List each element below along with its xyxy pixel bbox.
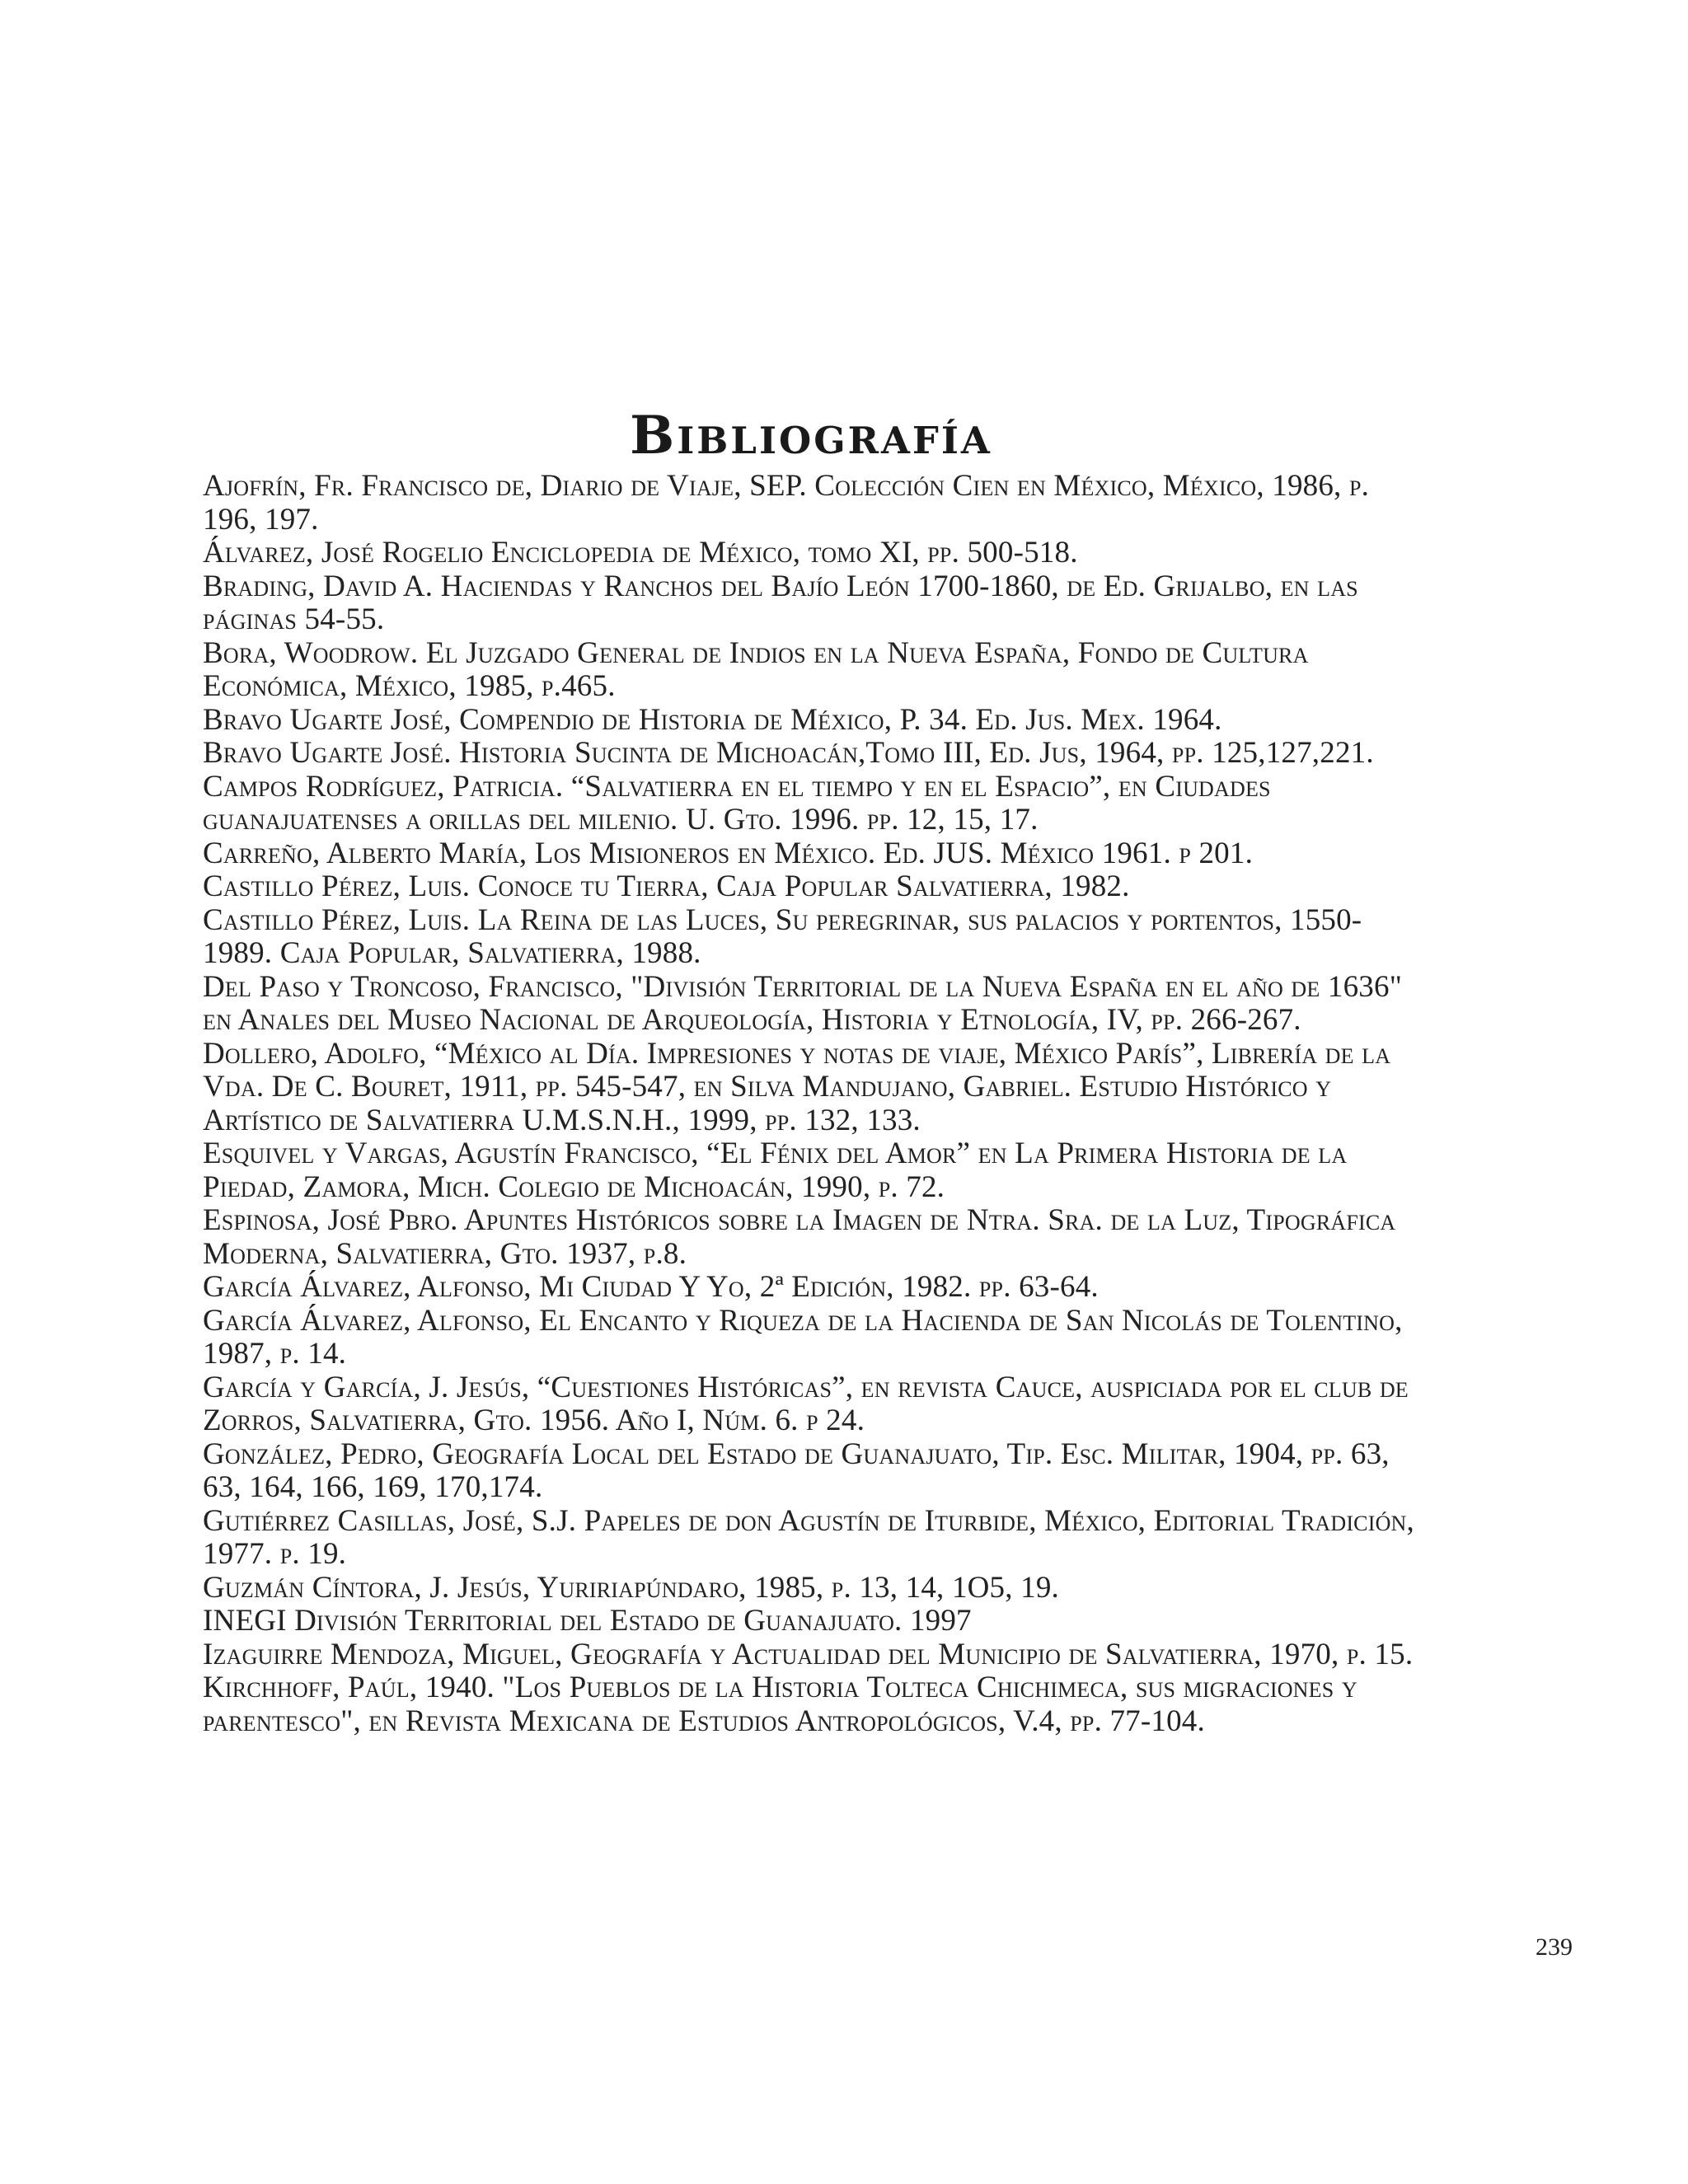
bibliography-entry: Guzmán Cíntora, J. Jesús, Yuririapúndaro, 1985, p. 13, 14, 1O5, 19. [203,1570,1060,1605]
bibliography-entry: Castillo Pérez, Luis. La Reina de las Luces, Su peregrinar, sus palacios y portentos, 1550-1989. Caja Popular, Salvatierra, 1988. [203,902,1362,970]
bibliography-entry: Carreño, Alberto María, Los Misioneros en México. Ed. JUS. México 1961. p 201. [203,836,1254,870]
bibliography-entry: García y García, J. Jesús, “Cuestiones Históricas”, en revista Cauce, auspiciada por el club de Zorros, Salvatierra, Gto. 1956. Año I, Núm. 6. p 24. [203,1370,1409,1437]
bibliography-entry: Gutiérrez Casillas, José, S.J. Papeles de don Agustín de Iturbide, México, Editorial Tradición, 1977. p. 19. [203,1503,1414,1571]
bibliography-entry: Campos Rodríguez, Patricia. “Salvatierra en el tiempo y en el Espacio”, en Ciudades guanajuatenses a orillas del milenio. U. Gto. 1996. pp. 12, 15, 17. [203,769,1271,837]
bibliography-entry: INEGI División Territorial del Estado de Guanajuato. 1997 [203,1604,972,1638]
bibliography-entry: Bravo Ugarte José, Compendio de Historia de México, P. 34. Ed. Jus. Mex. 1964. [203,702,1222,737]
bibliography-entry: Bora, Woodrow. El Juzgado General de Indios en la Nueva España, Fondo de Cultura Económica, México, 1985, p.465. [203,635,1309,703]
bibliography-entry: Espinosa, José Pbro. Apuntes Históricos sobre la Imagen de Ntra. Sra. de la Luz, Tipográfica Moderna, Salvatierra, Gto. 1937, p.8. [203,1203,1396,1271]
bibliography-list [203,470,1414,1738]
bibliography-entry: Bravo Ugarte José. Historia Sucinta de Michoacán,Tomo III, Ed. Jus, 1964, pp. 125,127,221. [203,736,1374,770]
bibliography-entry: Kirchhoff, Paúl, 1940. "Los Pueblos de la Historia Tolteca Chichimeca, sus migraciones y parentesco", en Revista Mexicana de Estudios Antropológicos, V.4, pp. 77-104. [203,1671,1357,1738]
bibliography-entry: García Álvarez, Alfonso, Mi Ciudad Y Yo, 2ª Edición, 1982. pp. 63-64. [203,1270,1099,1304]
bibliography-entry: García Álvarez, Alfonso, El Encanto y Riqueza de la Hacienda de San Nicolás de Tolentino, 1987, p. 14. [203,1303,1403,1371]
page-title: Bibliografía [630,404,992,466]
bibliography-entry: Brading, David A. Haciendas y Ranchos del Bajío León 1700-1860, de Ed. Grijalbo, en las páginas 54-55. [203,569,1358,636]
bibliography-entry: Castillo Pérez, Luis. Conoce tu Tierra, Caja Popular Salvatierra, 1982. [203,869,1130,903]
bibliography-entry: Izaguirre Mendoza, Miguel, Geografía y Actualidad del Municipio de Salvatierra, 1970, p. 15. [203,1637,1414,1671]
bibliography-entry: Del Paso y Troncoso, Francisco, "División Territorial de la Nueva España en el año de 1636" en Anales del Museo Nacional de Arqueología, Historia y Etnología, IV, pp. 266-267. [203,969,1402,1037]
bibliography-entry: Dollero, Adolfo, “México al Día. Impresiones y notas de viaje, México París”, Librería de la Vda. De C. Bouret, 1911, pp. 545-547, en Silva Mandujano, Gabriel. Estudio Histórico y Artístico de Salvatierra U.M.S.N.H., 1999, pp. 132, 133. [203,1036,1391,1137]
bibliography-entry: Ajofrín, Fr. Francisco de, Diario de Viaje, SEP. Colección Cien en México, México, 1986, p. 196, 197. [203,469,1370,537]
bibliography-entry: González, Pedro, Geografía Local del Estado de Guanajuato, Tip. Esc. Militar, 1904, pp. 63, 63, 164, 166, 169, 170,174. [203,1436,1390,1504]
bibliography-entry: Álvarez, José Rogelio Enciclopedia de México, tomo XI, pp. 500-518. [203,536,1078,569]
bibliography-entry: Esquivel y Vargas, Agustín Francisco, “El Fénix del Amor” en La Primera Historia de la Piedad, Zamora, Mich. Colegio de Michoacán, 1990, p. 72. [203,1137,1348,1204]
page-number: 239 [1536,1933,1573,1961]
